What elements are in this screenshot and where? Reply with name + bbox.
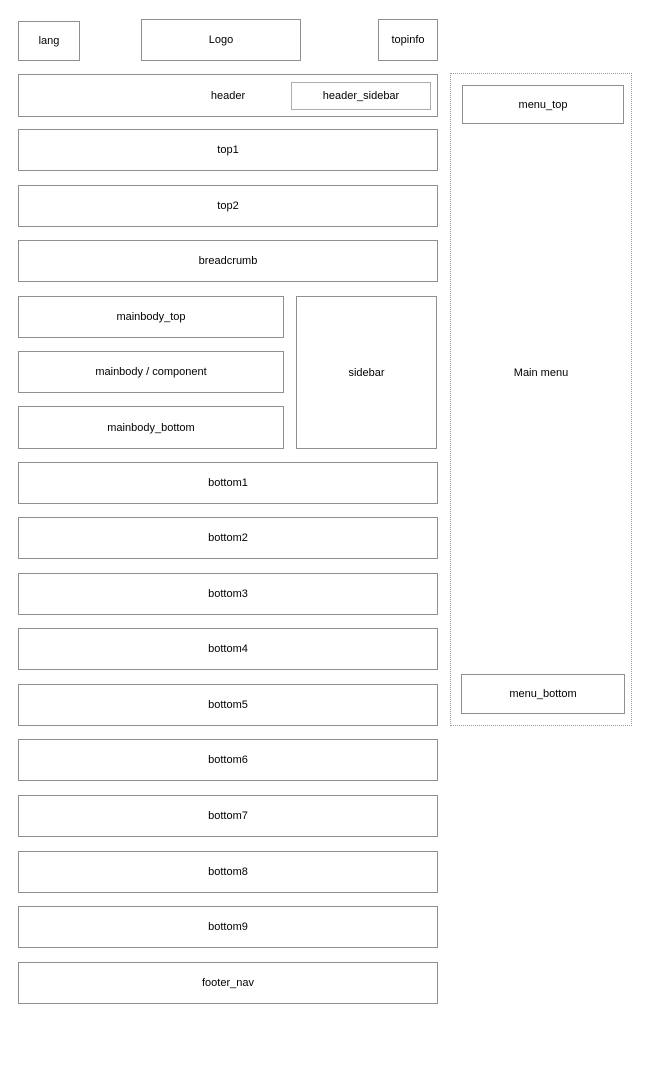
row-top1 [18,129,438,171]
sidebar-box [296,296,437,449]
row-bottom8 [18,851,438,893]
mainbody-component-box [18,351,284,393]
row-top2 [18,185,438,227]
top1-label: top1 [217,144,239,156]
row-bottom1 [18,462,438,504]
header-sidebar-label: header_sidebar [322,90,400,102]
topinfo-label: topinfo [391,34,425,46]
header-box [18,74,438,117]
header-label: header [210,89,246,102]
logo-label: Logo [208,34,234,46]
menu-top-box [462,85,624,124]
lang-label: lang [38,35,60,47]
footer-nav-label: footer_nav [202,977,254,989]
bottom4-label: bottom4 [208,643,248,655]
mainbody-top-label: mainbody_top [116,311,186,323]
menu-top-label: menu_top [518,98,568,111]
bottom1-label: bottom1 [208,477,248,489]
bottom6-label: bottom6 [208,754,248,766]
bottom5-label: bottom5 [208,699,248,711]
row-bottom4 [18,628,438,670]
row-bottom6 [18,739,438,781]
bottom7-label: bottom7 [208,810,248,822]
mainbody-bottom-box [18,406,284,449]
header-sidebar-box [291,82,431,110]
main-menu-label: Main menu [513,367,569,379]
row-bottom3 [18,573,438,615]
mainbody-component-label: mainbody / component [95,366,207,378]
bottom8-label: bottom8 [208,866,248,878]
main-menu-area [450,73,632,726]
top2-label: top2 [217,200,239,212]
mainbody-top-box [18,296,284,338]
row-bottom2 [18,517,438,559]
row-footer-nav [18,962,438,1004]
row-bottom5 [18,684,438,726]
menu-bottom-box [461,674,625,714]
bottom2-label: bottom2 [208,532,248,544]
topinfo-box [378,19,438,61]
bottom9-label: bottom9 [208,921,248,933]
breadcrumb-label: breadcrumb [198,255,258,267]
lang-box [18,21,80,61]
row-breadcrumb [18,240,438,282]
sidebar-label: sidebar [348,366,385,379]
logo-box [141,19,301,61]
mainbody-bottom-label: mainbody_bottom [107,421,195,434]
row-bottom7 [18,795,438,837]
menu-bottom-label: menu_bottom [509,688,577,700]
bottom3-label: bottom3 [208,588,248,600]
row-bottom9 [18,906,438,948]
